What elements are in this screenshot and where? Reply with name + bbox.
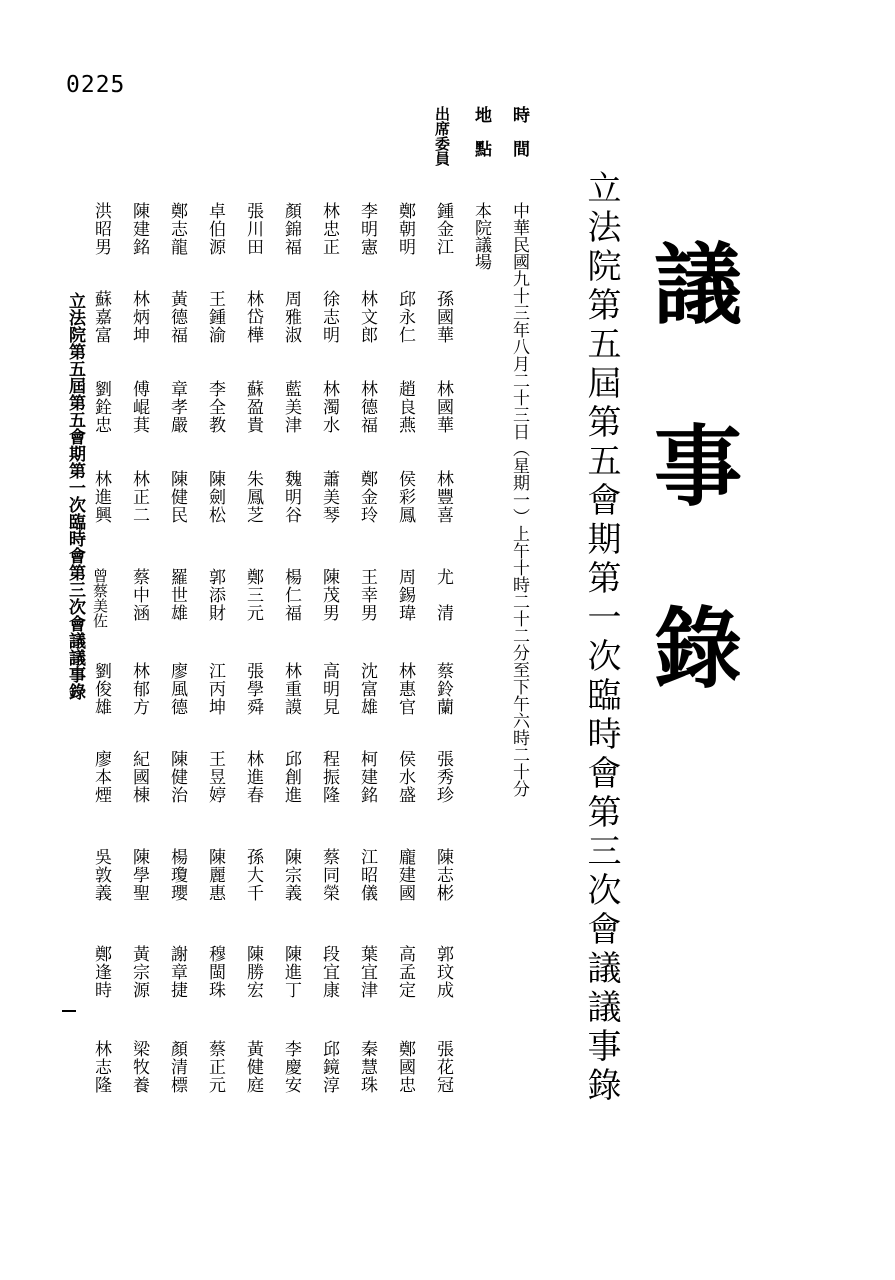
page-title: 議事錄 (640, 238, 744, 784)
member-name: 鄭逢時 (91, 945, 111, 999)
member-name: 陳進丁 (281, 945, 301, 999)
member-name: 廖風德 (167, 662, 187, 716)
member-name: 邱永仁 (395, 290, 415, 344)
member-name: 蔡同榮 (319, 848, 339, 902)
member-name: 蔡中涵 (129, 568, 149, 622)
member-name: 葉宜津 (357, 945, 377, 999)
member-name: 張川田 (243, 202, 263, 256)
member-name: 蘇嘉富 (91, 290, 111, 344)
member-name: 郭添財 (205, 568, 225, 622)
member-name: 林忠正 (319, 202, 339, 256)
member-name: 林濁水 (319, 380, 339, 434)
member-name: 鄭志龍 (167, 202, 187, 256)
member-name: 蔡正元 (205, 1040, 225, 1094)
member-name: 蘇盈貴 (243, 380, 263, 434)
member-name: 黃德福 (167, 290, 187, 344)
member-name: 鄭金玲 (357, 470, 377, 524)
member-name: 張秀珍 (433, 750, 453, 804)
member-name: 陳學聖 (129, 848, 149, 902)
member-name: 林正二 (129, 470, 149, 524)
member-name: 章孝嚴 (167, 380, 187, 434)
member-name: 江昭儀 (357, 848, 377, 902)
member-name: 李慶安 (281, 1040, 301, 1094)
member-name: 陳勝宏 (243, 945, 263, 999)
footer-page-mark (62, 1010, 76, 1012)
member-name: 龐建國 (395, 848, 415, 902)
page-number: 0225 (66, 72, 126, 98)
member-name: 朱鳳芝 (243, 470, 263, 524)
member-name: 鍾金江 (433, 202, 453, 256)
member-name: 孫國華 (433, 290, 453, 344)
member-name: 林豐喜 (433, 470, 453, 524)
member-name: 藍美津 (281, 380, 301, 434)
member-name: 蕭美琴 (319, 470, 339, 524)
member-name: 林志隆 (91, 1040, 111, 1094)
meeting-subtitle: 立法院第五屆第五會期第一次臨時會第三次會議議事錄 (581, 170, 621, 1106)
member-name: 陳劍松 (205, 470, 225, 524)
member-name: 張花冠 (433, 1040, 453, 1094)
member-name: 紀國棟 (129, 750, 149, 804)
member-name: 傅崐萁 (129, 380, 149, 434)
member-name: 侯彩鳳 (395, 470, 415, 524)
member-name: 顏錦福 (281, 202, 301, 256)
member-name: 魏明谷 (281, 470, 301, 524)
member-name: 高明見 (319, 662, 339, 716)
member-name: 陳麗惠 (205, 848, 225, 902)
member-name: 楊仁福 (281, 568, 301, 622)
member-name: 邱創進 (281, 750, 301, 804)
member-name: 陳建銘 (129, 202, 149, 256)
member-name: 劉銓忠 (91, 380, 111, 434)
member-name: 曾蔡美佐 (91, 568, 109, 628)
member-name: 柯建銘 (357, 750, 377, 804)
member-name: 王幸男 (357, 568, 377, 622)
member-name: 顏清標 (167, 1040, 187, 1094)
member-name: 林進春 (243, 750, 263, 804)
member-name: 林郁方 (129, 662, 149, 716)
member-name: 周錫瑋 (395, 568, 415, 622)
member-name: 王昱婷 (205, 750, 225, 804)
member-name: 李全教 (205, 380, 225, 434)
time-value: 中華民國九十三年八月二十三日（星期一）上午十時二十二分至下午六時二十分 (509, 202, 529, 797)
member-name: 黃健庭 (243, 1040, 263, 1094)
member-name: 林惠官 (395, 662, 415, 716)
member-name: 洪昭男 (91, 202, 111, 256)
member-name: 穆閩珠 (205, 945, 225, 999)
member-name: 徐志明 (319, 290, 339, 344)
member-name: 林重謨 (281, 662, 301, 716)
member-name: 王鍾渝 (205, 290, 225, 344)
place-label: 地 點 (471, 106, 491, 157)
member-name: 林岱樺 (243, 290, 263, 344)
member-name: 林德福 (357, 380, 377, 434)
member-name: 謝章捷 (167, 945, 187, 999)
member-name: 陳健民 (167, 470, 187, 524)
member-name: 高孟定 (395, 945, 415, 999)
member-name: 鄭國忠 (395, 1040, 415, 1094)
member-name: 郭玟成 (433, 945, 453, 999)
member-name: 陳志彬 (433, 848, 453, 902)
member-name: 梁牧養 (129, 1040, 149, 1094)
member-name: 羅世雄 (167, 568, 187, 622)
member-name: 陳健治 (167, 750, 187, 804)
member-name: 林國華 (433, 380, 453, 434)
member-name: 陳宗義 (281, 848, 301, 902)
attendees-label: 出席委員 (433, 106, 451, 166)
member-name: 黃宗源 (129, 945, 149, 999)
member-name: 李明憲 (357, 202, 377, 256)
member-name: 周雅淑 (281, 290, 301, 344)
member-name: 沈富雄 (357, 662, 377, 716)
member-name: 廖本煙 (91, 750, 111, 804)
member-name: 鄭朝明 (395, 202, 415, 256)
member-name: 卓伯源 (205, 202, 225, 256)
member-name: 趙良燕 (395, 380, 415, 434)
member-name: 林進興 (91, 470, 111, 524)
member-name: 秦慧珠 (357, 1040, 377, 1094)
footer-title: 立法院第五屆第五會期第一次臨時會第三次會議議事錄 (65, 292, 85, 700)
member-name: 劉俊雄 (91, 662, 111, 716)
member-name: 尤 清 (433, 568, 453, 622)
member-name: 蔡鈴蘭 (433, 662, 453, 716)
time-label: 時 間 (509, 106, 529, 157)
member-name: 程振隆 (319, 750, 339, 804)
member-name: 侯水盛 (395, 750, 415, 804)
member-name: 楊瓊瓔 (167, 848, 187, 902)
member-name: 林文郎 (357, 290, 377, 344)
member-name: 邱鏡淳 (319, 1040, 339, 1094)
member-name: 段宜康 (319, 945, 339, 999)
member-name: 林炳坤 (129, 290, 149, 344)
place-value: 本院議場 (471, 202, 491, 270)
member-name: 孫大千 (243, 848, 263, 902)
member-name: 張學舜 (243, 662, 263, 716)
member-name: 陳茂男 (319, 568, 339, 622)
member-name: 吳敦義 (91, 848, 111, 902)
member-name: 江丙坤 (205, 662, 225, 716)
member-name: 鄭三元 (243, 568, 263, 622)
